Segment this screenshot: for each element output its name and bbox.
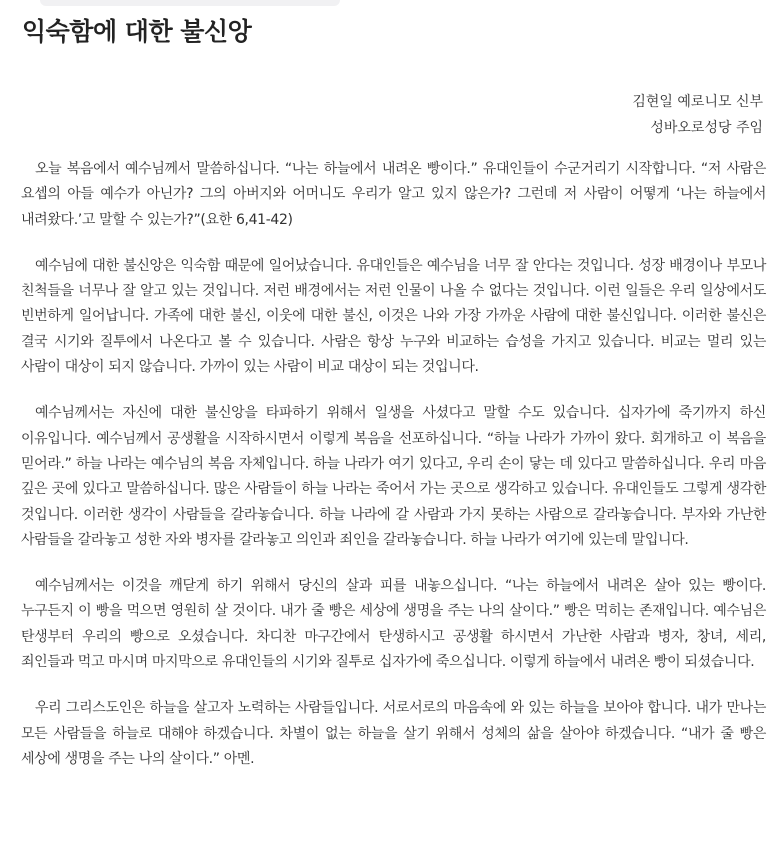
paragraph-5: 우리 그리스도인은 하늘을 살고자 노력하는 사람들입니다. 서로서로의 마음속에 와 있는 하늘을 보아야 합니다. 내가 만나는 모든 사람들을 하늘로 대해야 하겠습니다. 차별이 없는 하늘을 살기 위해서 성체의 삶을 살아야 하겠습니다. “내가 줄 빵은 세상에 생명을 주는 나의 살이다.” 아멘. [21, 700, 766, 767]
paragraph-1: 오늘 복음에서 예수님께서 말씀하십니다. “나는 하늘에서 내려온 빵이다.” 유대인들이 수군거리기 시작합니다. “저 사람은 요셉의 아들 예수가 아닌가? 그의 아버지와 어머니도 우리가 알고 있지 않은가? 그런데 저 사람이 어떻게 ‘나는 하늘에서 내려왔다.’고 말할 수 있는가?”(요한 6,41-42) [21, 161, 766, 228]
author-name: 김현일 예로니모 신부 [632, 94, 763, 110]
top-bar [40, 0, 340, 6]
paragraph-2: 예수님에 대한 불신앙은 익숙함 때문에 일어났습니다. 유대인들은 예수님을 너무 잘 안다는 것입니다. 성장 배경이나 부모나 친척들을 너무나 잘 알고 있는 것입니다. 저런 배경에서는 저런 인물이 나올 수 없다는 것입니다. 이런 일들은 우리 일상에서도 빈번하게 일어납니다. 가족에 대한 불신, 이웃에 대한 불신, 이것은 나와 가장 가까운 사람에 대한 불신입니다. 이러한 불신은 결국 시기와 질투에서 나온다고 볼 수 있습니다. 사람은 항상 누구와 비교하는 습성을 가지고 있습니다. 비교는 멀리 있는 사람이 대상이 되지 않습니다. 가까이 있는 사람이 비교 대상이 되는 것입니다. [21, 257, 766, 376]
author-parish: 성바오로성당 주임 [650, 120, 763, 136]
article-body [21, 157, 766, 793]
paragraph-4: 예수님께서는 이것을 깨닫게 하기 위해서 당신의 살과 피를 내놓으십니다. “나는 하늘에서 내려온 살아 있는 빵이다. 누구든지 이 빵을 먹으면 영원히 살 것이다. 내가 줄 빵은 세상에 생명을 주는 나의 살이다.” 빵은 먹히는 존재입니다. 예수님은 탄생부터 우리의 빵으로 오셨습니다. 차디찬 마구간에서 탄생하시고 공생활 하시면서 가난한 사람과 병자, 창녀, 세리, 죄인들과 먹고 마시며 마지막으로 유대인들의 시기와 질투로 십자가에 죽으십니다. 이렇게 하늘에서 내려온 빵이 되셨습니다. [21, 578, 766, 671]
author-block [632, 89, 763, 141]
article-title: 익숙함에 대한 불신앙 [22, 17, 252, 46]
paragraph-3: 예수님께서는 자신에 대한 불신앙을 타파하기 위해서 일생을 사셨다고 말할 수도 있습니다. 십자가에 죽기까지 하신 이유입니다. 예수님께서 공생활을 시작하시면서 이렇게 복음을 선포하십니다. “하늘 나라가 가까이 왔다. 회개하고 이 복음을 믿어라.” 하늘 나라는 예수님의 복음 자체입니다. 하늘 나라가 여기 있다고, 우리 손이 닿는 데 있다고 말씀하십니다. 우리 마음 깊은 곳에 있다고 말씀하십니다. 많은 사람들이 하늘 나라는 죽어서 가는 곳으로 생각하고 있습니다. 유대인들도 그렇게 생각한 것입니다. 이러한 생각이 사람들을 갈라놓습니다. 하늘 나라에 갈 사람과 가지 못하는 사람으로 갈라놓습니다. 부자와 가난한 사람들을 갈라놓고 성한 자와 병자를 갈라놓고 의인과 죄인을 갈라놓습니다. 하늘 나라가 여기에 있는데 말입니다. [21, 405, 766, 548]
